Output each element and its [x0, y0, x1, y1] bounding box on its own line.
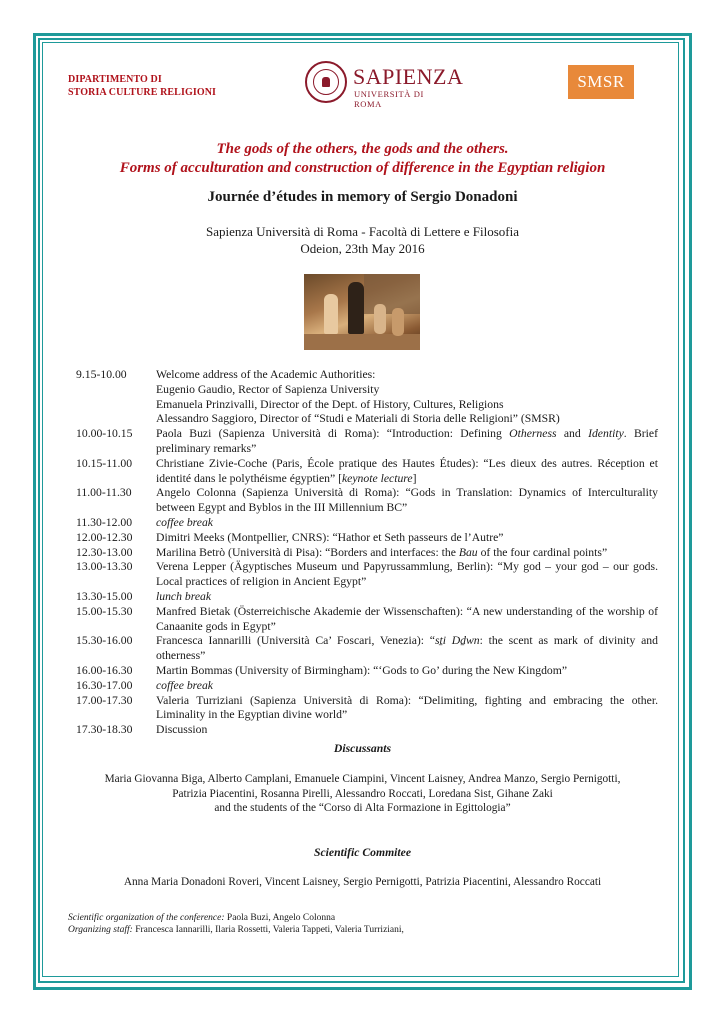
- sapienza-seal-icon: [305, 61, 347, 103]
- program-line: Alessandro Saggioro, Director of “Studi e Materiali di Storia delle Religioni” (SMSR): [156, 412, 560, 426]
- program-description: [156, 679, 658, 694]
- program-row: [70, 531, 658, 546]
- program-time: 9.15-10.00: [76, 368, 127, 381]
- program-row: [70, 605, 658, 635]
- program-row: [70, 560, 658, 590]
- program-schedule: [70, 368, 658, 738]
- footer-staff-label: Organizing staff:: [68, 925, 133, 935]
- program-description: [156, 516, 658, 531]
- program-row: [70, 590, 658, 605]
- program-row: [70, 546, 658, 561]
- program-row: [70, 427, 658, 457]
- program-row: [70, 368, 658, 427]
- program-row: [70, 457, 658, 487]
- program-text: and: [556, 427, 589, 441]
- program-description: [156, 694, 658, 724]
- program-description: [156, 368, 658, 427]
- venue-line-2: Odeion, 23th May 2016: [300, 241, 425, 256]
- program-row: [70, 723, 658, 738]
- program-time: 15.30-16.00: [76, 634, 133, 648]
- program-text: Manfred Bietak (Österreichische Akademie der Wissenschaften): “A new understanding of the worship of Canaanite gods in Egypt”: [156, 604, 658, 633]
- program-italic-text: Identity: [588, 427, 624, 441]
- program-text: of the four cardinal points”: [477, 545, 608, 559]
- program-italic-text: coffee break: [156, 515, 213, 529]
- program-italic-text: Bau: [458, 545, 478, 559]
- sapienza-logo: [305, 61, 464, 109]
- program-time: 17.30-18.30: [76, 723, 133, 737]
- program-time: 12.00-12.30: [76, 530, 133, 544]
- sapienza-logo-name: SAPIENZA: [353, 64, 464, 89]
- title-line-1: The gods of the others, the gods and the others.: [216, 141, 509, 157]
- program-row: [70, 694, 658, 724]
- program-text: Marilina Betrò (Università di Pisa): “Borders and interfaces: the: [156, 545, 459, 559]
- program-text: Dimitri Meeks (Montpellier, CNRS): “Hathor et Seth passeurs de l’Autre”: [156, 530, 504, 544]
- program-text: . Brief preliminary remarks”: [156, 427, 659, 455]
- program-text: Valeria Turriziani (Sapienza Università di Roma): “Delimiting, fighting and embracing the other. Liminality in the Egyptian divine world”: [156, 693, 658, 722]
- program-row: [70, 634, 658, 664]
- discussants-heading: Discussants: [333, 742, 392, 755]
- program-text: Angelo Colonna (Sapienza Università di Roma): “Gods in Translation: Dynamics of Interculturality between Egypt and Byblos in the III Millennium BC”: [156, 486, 658, 515]
- title-line-2: Forms of acculturation and construction of difference in the Egyptian religion: [119, 160, 606, 176]
- program-time: 16.30-17.00: [76, 678, 133, 692]
- footer-credits: [68, 912, 404, 936]
- program-row: [70, 516, 658, 531]
- program-description: [156, 605, 658, 635]
- program-description: [156, 486, 658, 516]
- program-italic-text: coffee break: [156, 678, 213, 692]
- program-description: [156, 531, 658, 546]
- discussants-line-3: and the students of the “Corso di Alta Formazione in Egittologia”: [214, 802, 511, 815]
- program-text: Martin Bommas (University of Birmingham): “‘Gods to Go’ during the New Kingdom”: [156, 663, 568, 677]
- program-text: ]: [412, 471, 417, 485]
- subtitle: Journée d’études in memory of Sergio Donadoni: [207, 189, 518, 205]
- program-time: 13.30-15.00: [76, 589, 133, 603]
- footer-staff: [68, 924, 404, 936]
- committee-heading: Scientific Commitee: [313, 846, 412, 859]
- program-time: 11.30-12.00: [76, 515, 133, 529]
- venue-line-1: Sapienza Università di Roma - Facoltà di Lettere e Filosofia: [206, 224, 519, 239]
- department-line-1: DIPARTIMENTO DI: [68, 74, 162, 85]
- program-time: 13.00-13.30: [76, 560, 133, 574]
- program-time: 15.00-15.30: [76, 604, 133, 618]
- program-italic-text: keynote lecture: [341, 471, 413, 485]
- program-text: Christiane Zivie-Coche (Paris, École pratique des Hautes Études): “Les dieux des autres. Réception et identité dans le polythéisme égyptien” [: [156, 456, 658, 485]
- program-italic-text: Otherness: [509, 427, 557, 441]
- program-description: [156, 634, 658, 664]
- program-row: [70, 664, 658, 679]
- department-label: [68, 73, 216, 99]
- program-row: [70, 486, 658, 516]
- program-time: 16.00-16.30: [76, 663, 133, 677]
- program-time: 10.15-11.00: [76, 456, 133, 470]
- committee-list: [60, 875, 665, 890]
- footer-staff-value: Francesca Iannarilli, Ilaria Rossetti, Valeria Tappeti, Valeria Turriziani,: [132, 925, 404, 935]
- sapienza-logo-subtitle: UNIVERSITÀ DI ROMA: [354, 89, 424, 109]
- program-row: [70, 679, 658, 694]
- painting-image: [304, 274, 420, 350]
- discussants-line-1: Maria Giovanna Biga, Alberto Camplani, Emanuele Ciampini, Vincent Laisney, Andrea Manzo, Sergio Pernigotti,: [104, 773, 621, 785]
- program-text: Verena Lepper (Ägyptisches Museum und Papyrussammlung, Berlin): “My god – your god – our gods. Local practices of religion in Ancient Egypt”: [156, 560, 658, 589]
- program-italic-text: sṯi Dḏwn: [434, 634, 480, 648]
- program-description: [156, 560, 658, 590]
- program-time: 12.30-13.00: [76, 545, 133, 559]
- program-description: [156, 723, 658, 738]
- program-description: [156, 457, 658, 487]
- program-line: Welcome address of the Academic Authorities:: [156, 368, 376, 381]
- program-description: [156, 590, 658, 605]
- program-time: 10.00-10.15: [76, 427, 133, 441]
- program-text: Paola Buzi (Sapienza Università di Roma): “Introduction: Defining: [156, 427, 510, 441]
- program-time: 17.00-17.30: [76, 693, 133, 707]
- footer-org-value: Paola Buzi, Angelo Colonna: [224, 913, 336, 923]
- smsr-logo: SMSR: [568, 65, 634, 99]
- department-line-2: STORIA CULTURE RELIGIONI: [68, 87, 217, 98]
- program-time: 11.00-11.30: [76, 486, 132, 500]
- program-line: Emanuela Prinzivalli, Director of the Dept. of History, Cultures, Religions: [156, 397, 504, 411]
- program-description: [156, 427, 658, 457]
- program-text: : the scent as mark of divinity and otherness”: [156, 634, 658, 663]
- program-description: [156, 546, 658, 561]
- committee-line-1: Anna Maria Donadoni Roveri, Vincent Laisney, Sergio Pernigotti, Patrizia Piacentini, Alessandro Roccati: [123, 876, 602, 888]
- footer-org-label: Scientific organization of the conference:: [68, 913, 225, 923]
- program-description: [156, 664, 658, 679]
- program-line: Eugenio Gaudio, Rector of Sapienza University: [156, 382, 380, 396]
- discussants-list: [60, 772, 665, 816]
- program-text: Discussion: [156, 723, 208, 737]
- discussants-line-2: Patrizia Piacentini, Rosanna Pirelli, Alessandro Roccati, Loredana Sist, Gihane Zaki: [172, 787, 553, 800]
- program-italic-text: lunch break: [156, 589, 212, 603]
- program-text: Francesca Iannarilli (Università Ca’ Foscari, Venezia): “: [156, 634, 435, 648]
- footer-organization: [68, 912, 404, 924]
